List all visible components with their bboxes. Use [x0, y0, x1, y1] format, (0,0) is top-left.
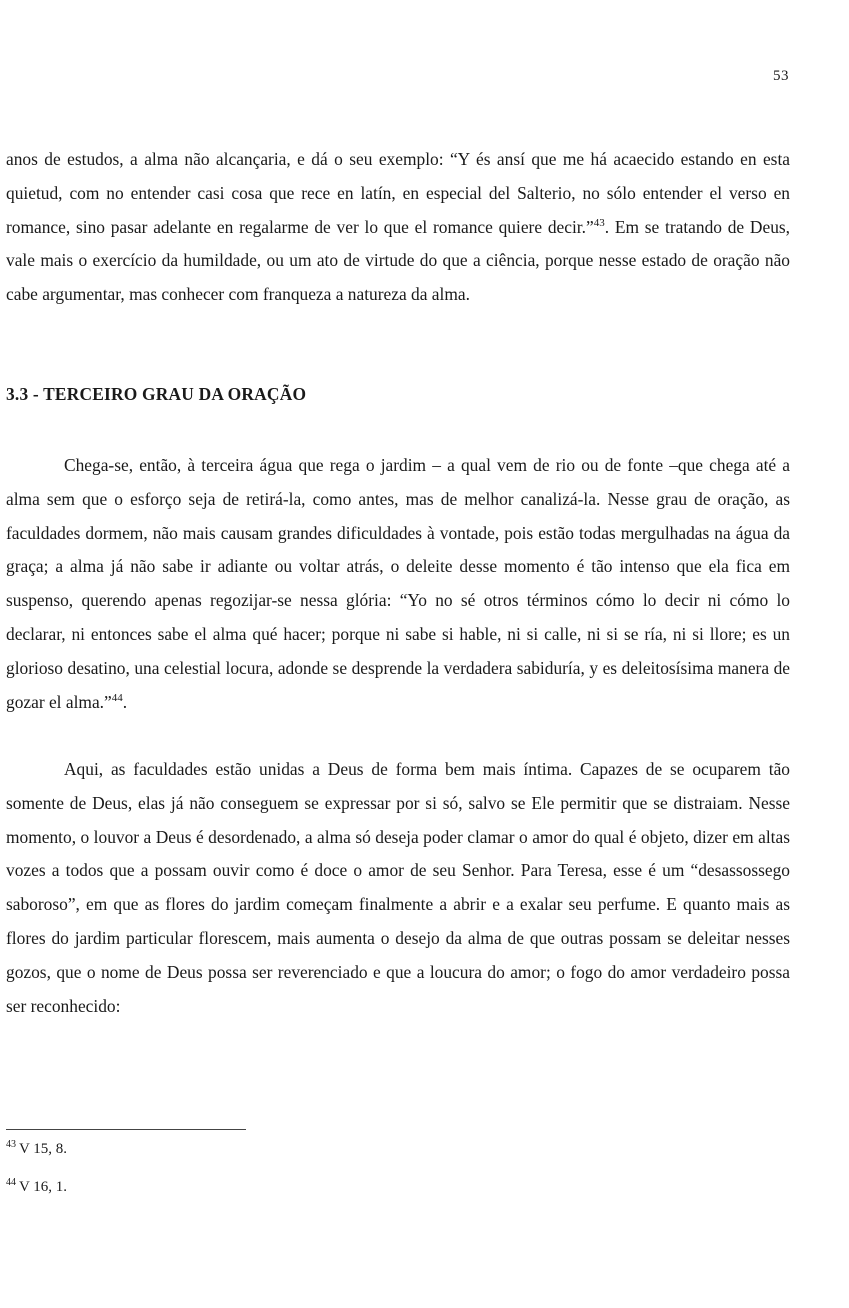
paragraph-3-text: Aqui, as faculdades estão unidas a Deus de forma bem mais íntima. Capazes de se ocuparem tão somente de Deus, elas já não conseguem se expressar por si só, salvo se Ele permitir que se distraiam. Nesse momento, o louvor a Deus é desordenado, a alma só deseja poder clamar o amor do qual é objeto, dizer em altas vozes a todos que a possam ouvir como é doce o amor de seu Senhor. Para Teresa, esse é um “desassossego saboroso”, em que as flores do jardim começam finalmente a abrir e a exalar seu perfume. E quanto mais as flores do jardim particular florescem, mais aumenta o desejo da alma de que outras possam se deleitar nesses gozos, que o nome de Deus possa ser reverenciado e que a loucura do amor; o fogo do amor verdadeiro possa ser reconhecido: — [6, 759, 790, 1016]
footnote-ref-43: 43 — [593, 216, 605, 229]
paragraph-2 — [6, 449, 790, 719]
footnote-44-marker: 44 — [6, 1177, 16, 1188]
paragraph-2-text-after: . — [122, 691, 128, 712]
paragraph-2-text: Chega-se, então, à terceira água que rega o jardim – a qual vem de rio ou de fonte –que chega até a alma sem que o esforço seja de retirá-la, como antes, mas de melhor canalizá-la. Nesse grau de oração, as faculdades dormem, não mais causam grandes dificuldades à vontade, pois estão todas mergulhadas na água da graça; a alma já não sabe ir adiante ou voltar atrás, o deleite desse momento é tão intenso que ela fica em suspenso, querendo apenas regozijar-se nessa glória: “Yo no sé otros términos cómo lo decir ni cómo lo declarar, ni entonces sabe el alma qué hacer; porque ni sabe si hable, ni si calle, ni si se ría, ni si llore; es un glorioso desatino, una celestial locura, adonde se desprende la verdadera sabiduría, y es deleitosísima manera de gozar el alma.” — [6, 455, 790, 712]
paragraph-1-text: anos de estudos, a alma não alcançaria, e dá o seu exemplo: “Y és ansí que me há acaecido estando en esta quietud, com no entender casi cosa que rece en latín, en especial del Salterio, no sólo entender el verso en romance, sino pasar adelante en regalarme de ver lo que el romance quiere decir.” — [6, 149, 790, 237]
footnote-ref-44: 44 — [111, 691, 123, 704]
paragraph-3 — [6, 753, 790, 1023]
section-heading: 3.3 - TERCEIRO GRAU DA ORAÇÃO — [6, 384, 307, 404]
paragraph-1 — [6, 143, 790, 312]
paragraph-1-text-after: . Em se tratando de Deus, vale mais o exercício da humildade, ou um ato de virtude do que a ciência, porque nesse estado de oração não cabe argumentar, mas conhecer com franqueza a natureza da alma. — [6, 216, 790, 305]
footnote-43 — [6, 1140, 67, 1158]
footnote-43-text: V 15, 8. — [19, 1141, 68, 1157]
footnote-44-text: V 16, 1. — [19, 1179, 68, 1195]
footnote-43-marker: 43 — [6, 1139, 16, 1150]
footnote-44 — [6, 1178, 67, 1196]
page-number: 53 — [773, 68, 789, 84]
footnote-divider — [6, 1129, 246, 1130]
